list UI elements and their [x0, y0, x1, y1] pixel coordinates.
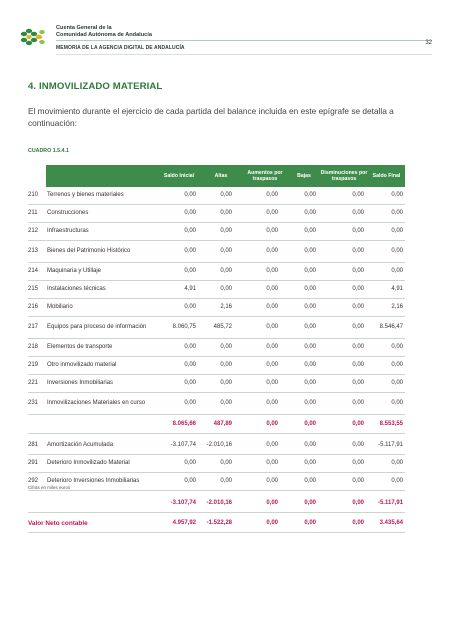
row-value-col5: 0,00 — [352, 344, 364, 350]
row-value-col3: 0,00 — [266, 519, 278, 526]
table-row-212 — [28, 223, 405, 241]
row-value-col5: 0,00 — [352, 460, 364, 466]
row-value-col1: 0,00 — [184, 304, 196, 310]
subtotal-row-2 — [28, 494, 405, 513]
header-bajas: Bajas — [297, 172, 311, 179]
table-row-217 — [28, 317, 405, 339]
row-value-col3: 0,00 — [266, 442, 278, 448]
row-value-col1: 0,00 — [184, 362, 196, 368]
row-code: 213 — [28, 248, 39, 254]
row-code: 214 — [28, 268, 39, 274]
row-value-col1: 8.060,75 — [172, 324, 196, 330]
row-label: Deterioro Inmovilizado Material — [47, 460, 130, 466]
table-row-281 — [28, 437, 405, 455]
row-value-col5: 0,00 — [352, 192, 364, 198]
row-label: Amortización Acumulada — [47, 442, 114, 448]
row-code: 211 — [28, 210, 38, 216]
subtotal-row-1 — [28, 415, 405, 434]
row-value-col6: 0,00 — [391, 400, 403, 406]
row-value-col6: 0,00 — [391, 268, 403, 274]
row-value-col6: 8.553,55 — [379, 420, 403, 427]
row-value-col4: 0,00 — [304, 268, 316, 274]
row-value-col5: 0,00 — [352, 478, 364, 484]
units-note: Cifras en miles euros — [28, 485, 71, 490]
row-code: 292 — [28, 478, 39, 484]
table-row-213 — [28, 241, 405, 263]
row-value-col4: 0,00 — [304, 400, 316, 406]
row-value-col1: 4,91 — [184, 286, 196, 292]
row-value-col3: 0,00 — [266, 344, 278, 350]
row-value-col3: 0,00 — [266, 380, 278, 386]
row-label: Terrenos y bienes materiales — [47, 192, 124, 198]
row-value-col2: 2,16 — [220, 304, 232, 310]
row-value-col5: 0,00 — [352, 400, 364, 406]
row-value-col5: 0,00 — [352, 324, 364, 330]
row-value-col6: 0,00 — [391, 344, 403, 350]
table-row-216 — [28, 299, 405, 317]
row-value-col3: 0,00 — [266, 460, 278, 466]
table-row-211 — [28, 205, 405, 223]
row-value-col2: 0,00 — [220, 286, 232, 292]
row-value-col6: 4,91 — [391, 286, 403, 292]
row-value-col3: 0,00 — [266, 420, 278, 427]
row-value-col6: 0,00 — [391, 192, 403, 198]
row-value-col5: 0,00 — [352, 420, 364, 427]
row-value-col4: 0,00 — [304, 519, 316, 526]
row-label: Deterioro Inversiones Inmobiliarias — [47, 478, 140, 484]
row-value-col2: 0,00 — [220, 400, 232, 406]
row-value-col2: 487,89 — [213, 420, 232, 427]
row-value-col4: 0,00 — [304, 228, 316, 234]
header-saldo-inicial: Saldo Inicial — [163, 172, 195, 179]
row-value-col5: 0,00 — [352, 228, 364, 234]
row-value-col3: 0,00 — [266, 499, 278, 506]
table-row-218 — [28, 339, 405, 357]
header-aumentos: Aumentos por traspasos — [247, 169, 283, 182]
row-value-col2: 0,00 — [220, 248, 232, 254]
row-value-col5: 0,00 — [352, 499, 364, 506]
table-row-210 — [28, 187, 405, 205]
table-row-214 — [28, 263, 405, 281]
row-value-col6: 0,00 — [391, 228, 403, 234]
row-value-col3: 0,00 — [266, 324, 278, 330]
row-value-col2: 0,00 — [220, 460, 232, 466]
table-header — [46, 165, 405, 187]
row-value-col6: 0,00 — [391, 362, 403, 368]
junta-andalucia-logo — [18, 26, 48, 52]
row-value-col1: 8.065,66 — [172, 420, 196, 427]
row-value-col5: 0,00 — [352, 304, 364, 310]
row-value-col6: 2,16 — [391, 304, 403, 310]
row-value-col1: -3.107,74 — [170, 442, 196, 448]
row-value-col5: 0,00 — [352, 210, 364, 216]
row-value-col4: 0,00 — [304, 478, 316, 484]
row-value-col5: 0,00 — [352, 362, 364, 368]
row-value-col2: 0,00 — [220, 344, 232, 350]
row-value-col5: 0,00 — [352, 380, 364, 386]
row-label: Inmovilizaciones Materiales en curso — [47, 400, 146, 406]
row-value-col1: 0,00 — [184, 228, 196, 234]
row-value-col1: 0,00 — [184, 380, 196, 386]
row-value-col2: 0,00 — [220, 268, 232, 274]
row-value-col4: 0,00 — [304, 192, 316, 198]
row-label: Infraestructuras — [47, 228, 89, 234]
row-value-col4: 0,00 — [304, 420, 316, 427]
row-value-col3: 0,00 — [266, 304, 278, 310]
header-divider — [56, 40, 432, 41]
row-label: Construcciones — [47, 210, 89, 216]
row-value-col3: 0,00 — [266, 362, 278, 368]
row-value-col1: 0,00 — [184, 268, 196, 274]
row-value-col4: 0,00 — [304, 248, 316, 254]
row-value-col1: 0,00 — [184, 400, 196, 406]
row-value-col6: 8.546,47 — [379, 324, 403, 330]
net-value-row — [28, 514, 405, 533]
row-code: 215 — [28, 286, 39, 292]
row-value-col2: 0,00 — [220, 362, 232, 368]
row-value-col6: 3.435,64 — [379, 519, 403, 526]
row-value-col4: 0,00 — [304, 460, 316, 466]
table-row-221 — [28, 375, 405, 393]
document-title: MEMORIA DE LA AGENCIA DIGITAL DE ANDALUCÍA — [56, 45, 185, 51]
org-line-1: Cuenta General de la — [56, 25, 112, 31]
row-value-col2: 0,00 — [220, 192, 232, 198]
row-label: Valor Neto contable — [28, 519, 88, 527]
row-value-col5: 0,00 — [352, 442, 364, 448]
row-label: Inversiones Inmobiliarias — [47, 380, 114, 386]
table-row-231 — [28, 393, 405, 415]
table-row-292 — [28, 473, 405, 491]
row-value-col3: 0,00 — [266, 400, 278, 406]
row-value-col1: 0,00 — [184, 210, 196, 216]
row-value-col2: -2.010,16 — [206, 499, 232, 506]
row-code: 212 — [28, 228, 39, 234]
row-value-col1: -3.107,74 — [170, 499, 196, 506]
row-code: 221 — [28, 380, 39, 386]
row-value-col4: 0,00 — [304, 286, 316, 292]
row-value-col5: 0,00 — [352, 519, 364, 526]
row-code: 217 — [28, 324, 39, 330]
row-code: 210 — [28, 192, 39, 198]
row-value-col3: 0,00 — [266, 268, 278, 274]
row-value-col2: 0,00 — [220, 228, 232, 234]
row-value-col6: 0,00 — [391, 478, 403, 484]
row-value-col4: 0,00 — [304, 304, 316, 310]
row-value-col3: 0,00 — [266, 478, 278, 484]
table-label: CUADRO 1.5.4.1 — [28, 148, 69, 154]
row-label: Elementos de transporte — [47, 344, 113, 350]
row-value-col6: 0,00 — [391, 460, 403, 466]
header-divider-bottom — [56, 54, 432, 55]
intro-paragraph: El movimiento durante el ejercicio de cada partida del balance incluida en este epígrafe se detalla a continuación: — [28, 106, 394, 128]
page-header — [18, 22, 432, 66]
table-row-215 — [28, 281, 405, 299]
row-code: 231 — [28, 400, 39, 406]
row-value-col2: 0,00 — [220, 210, 232, 216]
table-row-219 — [28, 357, 405, 375]
row-label: Otro inmovilizado material — [47, 362, 117, 368]
row-code: 219 — [28, 362, 39, 368]
row-value-col2: 485,72 — [213, 324, 232, 330]
row-label: Bienes del Patrimonio Histórico — [47, 248, 131, 254]
row-value-col1: 0,00 — [184, 344, 196, 350]
section-title: 4. INMOVILIZADO MATERIAL — [28, 81, 163, 92]
row-code: 291 — [28, 460, 39, 466]
page-number: 32 — [425, 40, 432, 46]
row-value-col3: 0,00 — [266, 210, 278, 216]
row-value-col5: 0,00 — [352, 248, 364, 254]
row-label: Instalaciones técnicas — [47, 286, 106, 292]
row-value-col5: 0,00 — [352, 268, 364, 274]
row-value-col6: 0,00 — [391, 380, 403, 386]
row-value-col4: 0,00 — [304, 442, 316, 448]
row-value-col4: 0,00 — [304, 380, 316, 386]
row-value-col6: -5.117,91 — [378, 442, 403, 448]
row-value-col1: 0,00 — [184, 460, 196, 466]
row-value-col6: 0,00 — [391, 210, 403, 216]
row-value-col1: 0,00 — [184, 478, 196, 484]
row-label: Equipos para proceso de información — [47, 324, 147, 330]
row-value-col2: 0,00 — [220, 478, 232, 484]
row-value-col6: -5.117,91 — [377, 499, 403, 506]
header-altas: Altas — [214, 172, 228, 179]
row-value-col6: 0,00 — [391, 248, 403, 254]
row-value-col1: 0,00 — [184, 192, 196, 198]
row-value-col4: 0,00 — [304, 210, 316, 216]
row-value-col3: 0,00 — [266, 192, 278, 198]
row-value-col4: 0,00 — [304, 344, 316, 350]
row-value-col3: 0,00 — [266, 286, 278, 292]
org-line-2: Comunidad Autónoma de Andalucía — [56, 31, 152, 38]
row-value-col5: 0,00 — [352, 286, 364, 292]
header-saldo-final: Saldo Final — [372, 172, 401, 179]
row-value-col1: 4.957,92 — [172, 519, 196, 526]
row-label: Mobiliario — [47, 304, 73, 310]
row-value-col3: 0,00 — [266, 228, 278, 234]
row-value-col3: 0,00 — [266, 248, 278, 254]
row-value-col4: 0,00 — [304, 362, 316, 368]
row-value-col2: -1.522,28 — [206, 519, 232, 526]
organization-name — [56, 25, 152, 39]
header-disminuciones: Disminuciones por traspasos — [320, 169, 368, 182]
row-value-col1: 0,00 — [184, 248, 196, 254]
row-value-col2: -2.010,16 — [206, 442, 232, 448]
row-code: 281 — [28, 442, 39, 448]
row-label: Maquinaria y Utillaje — [47, 268, 102, 274]
row-value-col4: 0,00 — [304, 324, 316, 330]
row-value-col2: 0,00 — [220, 380, 232, 386]
row-code: 216 — [28, 304, 39, 310]
row-code: 218 — [28, 344, 39, 350]
row-value-col4: 0,00 — [304, 499, 316, 506]
table-row-291 — [28, 455, 405, 473]
